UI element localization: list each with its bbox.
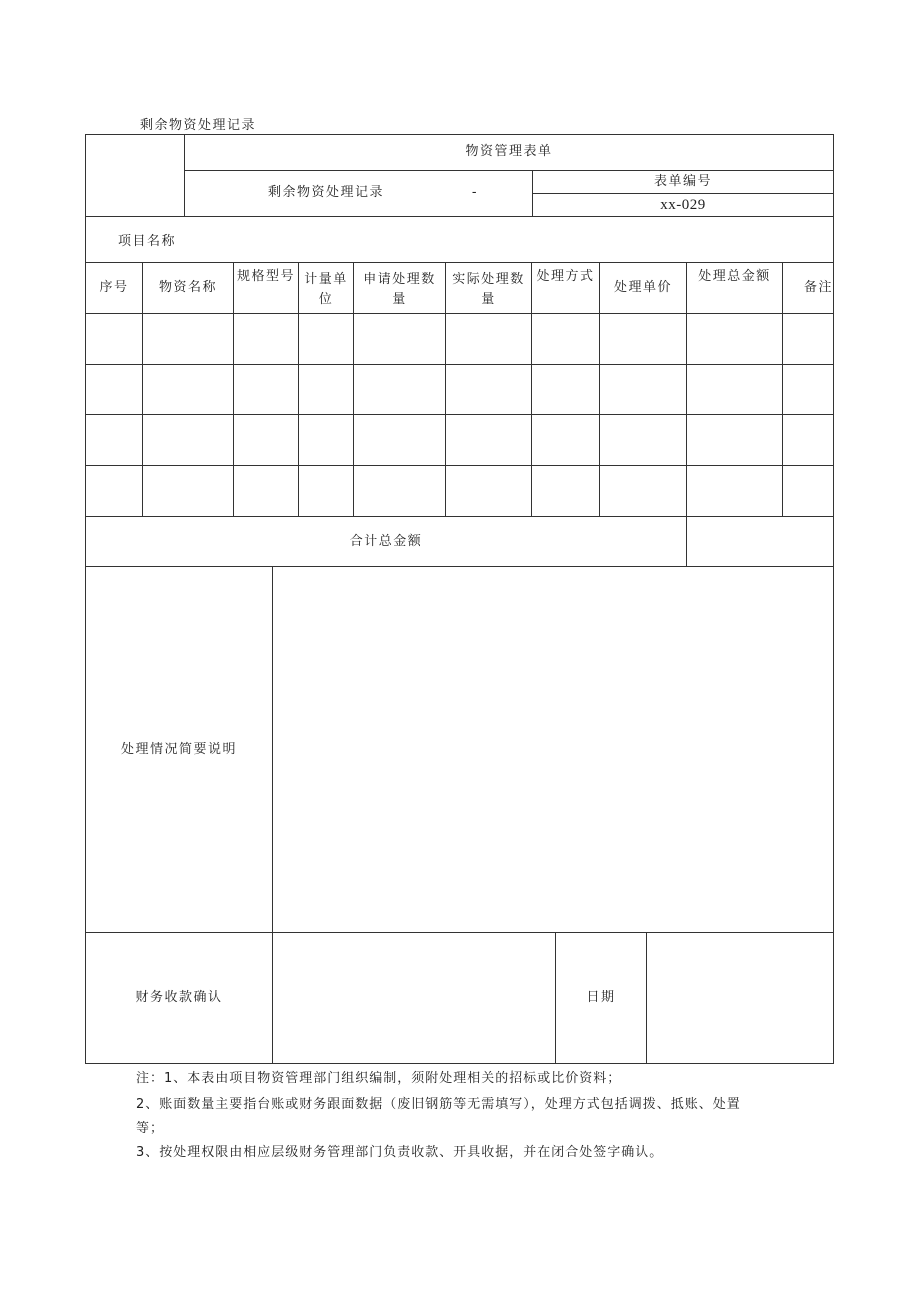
note-line-1: 注：1、本表由项目物资管理部门组织编制，须附处理相关的招标或比价资料； <box>136 1071 622 1086</box>
col-header-remarks-text: 备注 <box>803 280 833 295</box>
header-dash: - <box>471 185 479 200</box>
table-row[interactable] <box>86 466 833 516</box>
note-line-2: 2、账面数量主要指台账或财务跟面数据（废旧钢筋等无需填写），处理方式包括调拨、抵账、处置 <box>136 1097 741 1112</box>
col-header-method-text: 处理方式 <box>536 269 595 284</box>
col-header-unit <box>299 263 353 313</box>
col-header-total-amount <box>687 263 782 313</box>
summary-label: 处理情况简要说明 <box>120 741 237 757</box>
project-name-label: 项目名称 <box>118 234 177 249</box>
table-row[interactable] <box>86 314 833 364</box>
document-title: 剩余物资处理记录 <box>140 118 257 133</box>
table-row[interactable] <box>86 365 833 414</box>
finance-confirm-field[interactable] <box>273 933 555 1063</box>
col-header-requested-qty <box>354 263 445 313</box>
record-name-text: 剩余物资处理记录 <box>267 185 384 200</box>
record-name <box>184 170 384 216</box>
total-amount-field[interactable] <box>687 517 833 566</box>
col-header-requested-qty-line1: 申请处理数 <box>363 272 436 287</box>
col-header-unit-line1: 计量单 <box>304 272 348 287</box>
note-line-4: 3、按处理权限由相应层级财务管理部门负责收款、开具收据，并在闭合处签字确认。 <box>136 1145 664 1160</box>
col-header-material-name <box>143 263 233 313</box>
note-line-3: 等； <box>136 1121 165 1136</box>
col-header-index-text: 序号 <box>99 280 129 295</box>
date-field[interactable] <box>647 933 833 1063</box>
col-header-actual-qty-line2: 量 <box>481 292 496 307</box>
form-number: xx-029 <box>660 197 706 213</box>
col-header-unit-price-text: 处理单价 <box>613 280 672 295</box>
col-header-material-name-text: 物资名称 <box>158 280 217 295</box>
col-header-total-amount-text: 处理总金额 <box>698 269 771 284</box>
col-header-remarks <box>783 263 833 313</box>
total-amount-label: 合计总金额 <box>349 533 423 549</box>
finance-confirm-label: 财务收款确认 <box>135 990 223 1005</box>
col-header-unit-line2: 位 <box>318 292 334 307</box>
col-header-actual-qty <box>446 263 531 313</box>
col-header-actual-qty-line1: 实际处理数 <box>452 272 525 287</box>
form-name: 物资管理表单 <box>465 144 553 159</box>
col-header-spec <box>234 263 298 313</box>
form-number-label: 表单编号 <box>653 173 712 189</box>
col-header-unit-price <box>600 263 686 313</box>
date-label: 日期 <box>586 990 616 1005</box>
summary-field[interactable] <box>273 567 833 932</box>
col-header-method <box>532 263 599 313</box>
col-header-requested-qty-line2: 量 <box>392 292 407 307</box>
table-row[interactable] <box>86 415 833 465</box>
col-header-index <box>86 263 142 313</box>
col-header-spec-text: 规格型号 <box>236 269 295 284</box>
